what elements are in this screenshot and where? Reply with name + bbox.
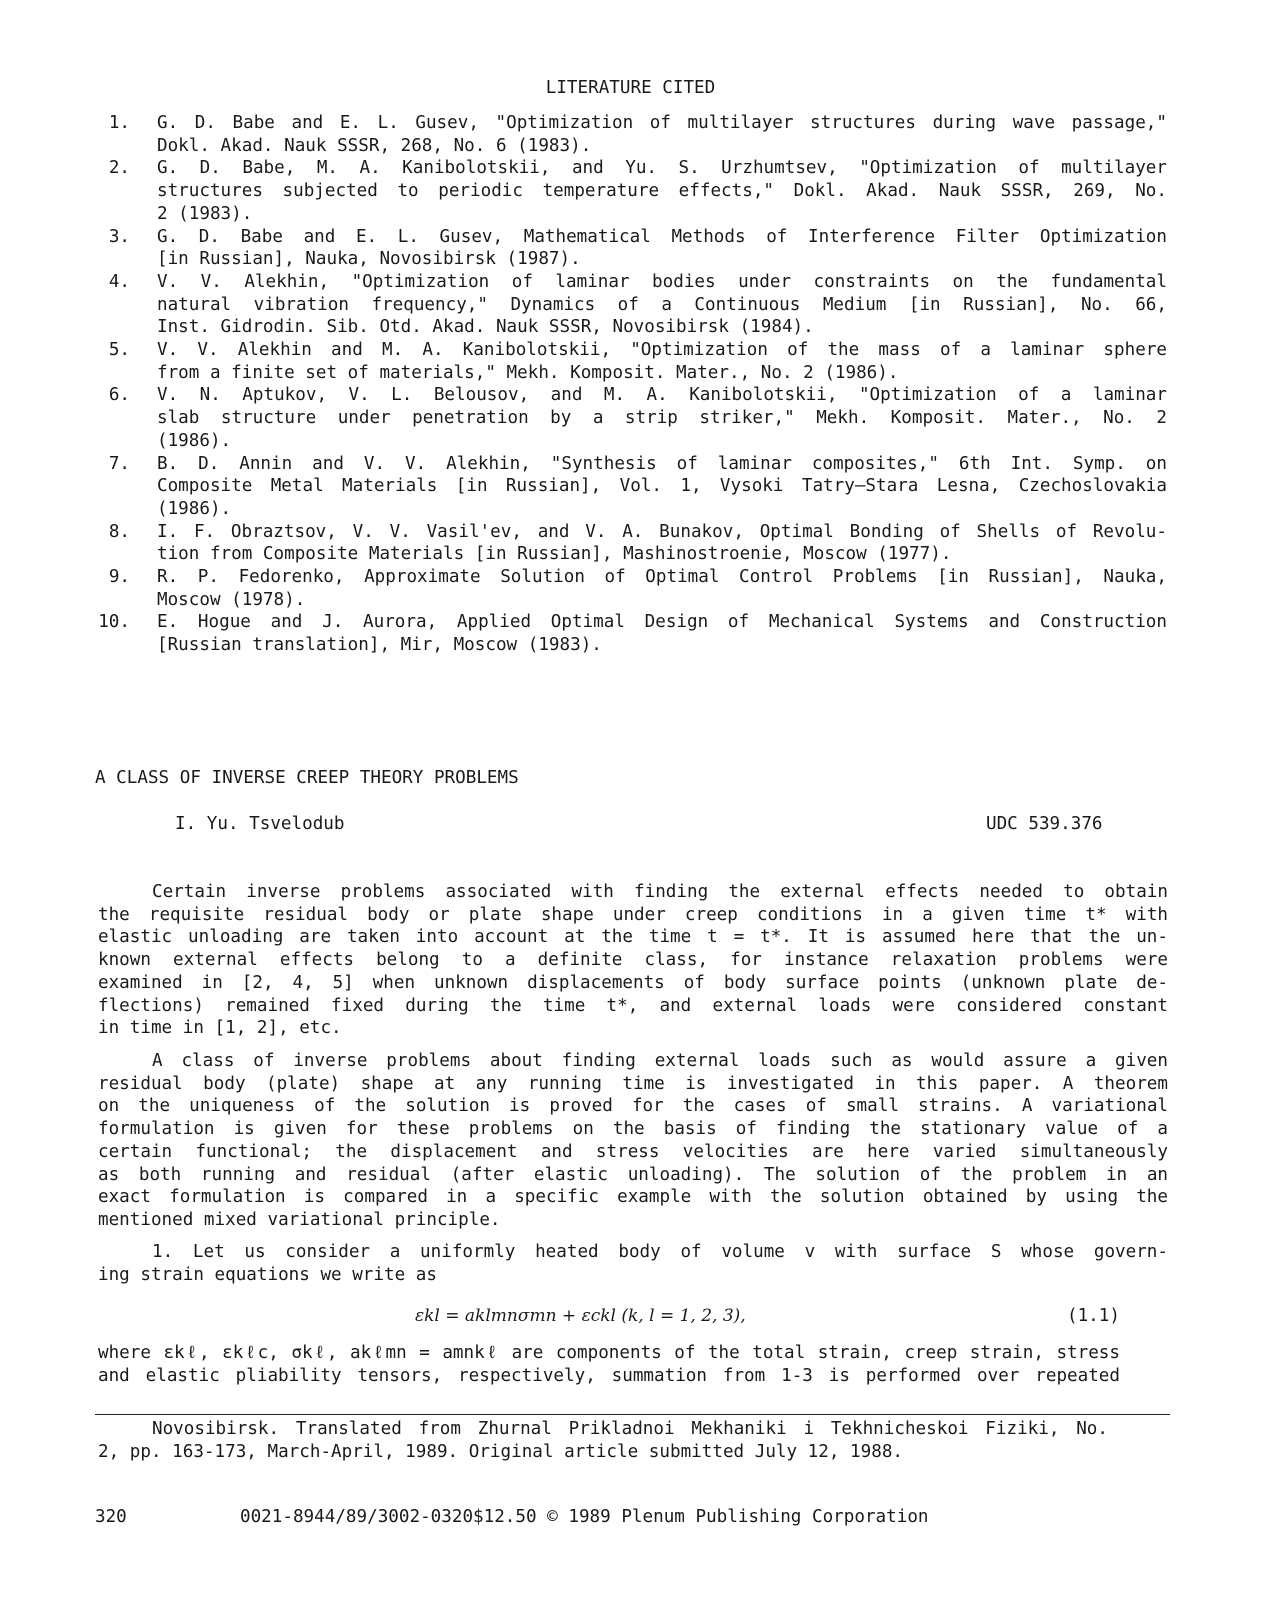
reference-number: 6. xyxy=(108,385,130,406)
paragraph-line: ing strain equations we write as xyxy=(98,1264,437,1285)
reference-item xyxy=(157,453,1167,521)
paragraph-line: flections) remained fixed during the time t*, and external loads were considered constant xyxy=(98,995,1168,1016)
reference-line: R. P. Fedorenko, Approximate Solution of Optimal Control Problems [in Russian], Nauka, xyxy=(157,567,1167,587)
paragraph-2 xyxy=(98,1050,1168,1232)
reference-line: V. V. Alekhin, "Optimization of laminar bodies under constraints on the fundamental xyxy=(157,271,1167,292)
reference-number: 9. xyxy=(108,567,130,587)
reference-line: from a finite set of materials," Mekh. Komposit. Mater., No. 2 (1986). xyxy=(157,362,899,383)
reference-number: 8. xyxy=(108,521,130,542)
reference-number: 5. xyxy=(108,340,130,360)
paragraph-line: on the uniqueness of the solution is proved for the cases of small strains. A variational xyxy=(98,1096,1168,1117)
paragraph-line: elastic unloading are taken into account at the time t = t*. It is assumed here that the un- xyxy=(98,927,1168,948)
reference-line: [Russian translation], Mir, Moscow (1983). xyxy=(157,635,602,656)
reference-line: (1986). xyxy=(157,498,232,519)
reference-item xyxy=(157,226,1167,271)
paragraph-line: residual body (plate) shape at any running time is investigated in this paper. A theorem xyxy=(98,1073,1168,1094)
reference-number: 3. xyxy=(108,226,130,247)
reference-item xyxy=(157,521,1167,566)
reference-item xyxy=(157,339,1167,384)
literature-cited-heading: LITERATURE CITED xyxy=(545,78,716,98)
reference-line: G. D. Babe and E. L. Gusev, Mathematical Methods of Interference Filter Optimization xyxy=(157,226,1167,247)
reference-line: G. D. Babe, M. A. Kanibolotskii, and Yu. S. Urzhumtsev, "Optimization of multilayer xyxy=(157,158,1167,179)
paragraph-line: Certain inverse problems associated with finding the external effects needed to obtain xyxy=(152,882,1168,902)
equation-number: (1.1) xyxy=(1067,1306,1120,1326)
footnote-line: Novosibirsk. Translated from Zhurnal Prikladnoi Mekhaniki i Tekhnicheskoi Fiziki, No. xyxy=(152,1419,1108,1439)
reference-line: (1986). xyxy=(157,430,232,451)
reference-item xyxy=(157,384,1167,452)
paragraph-line: as both running and residual (after elastic unloading). The solution of the problem in an xyxy=(98,1164,1168,1185)
paragraph-line: the requisite residual body or plate shape under creep conditions in a given time t* with xyxy=(98,904,1168,925)
reference-line: Moscow (1978). xyxy=(157,589,306,610)
paragraph-line: where εkℓ, εkℓc, σkℓ, akℓmn = amnkℓ are components of the total strain, creep strain, stress xyxy=(98,1343,1120,1363)
paragraph-line: 1. Let us consider a uniformly heated body of volume v with surface S whose govern- xyxy=(152,1242,1168,1262)
reference-line: G. D. Babe and E. L. Gusev, "Optimization of multilayer structures during wave passage," xyxy=(157,113,1167,133)
reference-item xyxy=(157,566,1167,611)
paragraph-line: certain functional; the displacement and stress velocities are here varied simultaneously xyxy=(98,1141,1168,1162)
paragraph-line: and elastic pliability tensors, respectively, summation from 1-3 is performed over repeated xyxy=(98,1365,1120,1386)
reference-item xyxy=(157,112,1167,157)
reference-line: V. N. Aptukov, V. L. Belousov, and M. A. Kanibolotskii, "Optimization of a laminar xyxy=(157,385,1167,406)
paragraph-3 xyxy=(98,1241,1168,1286)
footnote-line: 2, pp. 163-173, March-April, 1989. Original article submitted July 12, 1988. xyxy=(98,1441,904,1462)
equation-1-1: εkl = aklmnσmn + εckl (k, l = 1, 2, 3), xyxy=(415,1306,746,1326)
reference-line: V. V. Alekhin and M. A. Kanibolotskii, "Optimization of the mass of a laminar sphere xyxy=(157,340,1167,360)
reference-line: 2 (1983). xyxy=(157,203,253,224)
reference-number: 2. xyxy=(108,158,130,179)
reference-item xyxy=(157,271,1167,339)
footnote-divider xyxy=(95,1414,1170,1415)
udc-code: UDC 539.376 xyxy=(986,814,1103,834)
reference-line: I. F. Obraztsov, V. V. Vasil'ev, and V. A. Bunakov, Optimal Bonding of Shells of Revolu- xyxy=(157,521,1167,542)
footnote xyxy=(98,1418,1108,1463)
paragraph-1 xyxy=(98,881,1168,1040)
reference-line: Inst. Gidrodin. Sib. Otd. Akad. Nauk SSSR, Novosibirsk (1984). xyxy=(157,317,814,338)
reference-line: tion from Composite Materials [in Russian], Mashinostroenie, Moscow (1977). xyxy=(157,544,952,565)
reference-line: Dokl. Akad. Nauk SSSR, 268, No. 6 (1983). xyxy=(157,135,592,156)
reference-number: 7. xyxy=(108,453,130,474)
reference-line: slab structure under penetration by a strip striker," Mekh. Komposit. Mater., No. 2 xyxy=(157,408,1167,429)
copyright-line: 0021-8944/89/3002-0320$12.50 © 1989 Plenum Publishing Corporation xyxy=(240,1507,929,1527)
page-number: 320 xyxy=(95,1507,127,1527)
reference-line: B. D. Annin and V. V. Alekhin, "Synthesis of laminar composites," 6th Int. Symp. on xyxy=(157,453,1167,474)
article-author: I. Yu. Tsvelodub xyxy=(175,814,345,834)
reference-number: 1. xyxy=(108,113,130,133)
reference-item xyxy=(157,157,1167,225)
reference-line: E. Hogue and J. Aurora, Applied Optimal Design of Mechanical Systems and Construction xyxy=(157,612,1167,633)
paragraph-line: A class of inverse problems about finding external loads such as would assure a given xyxy=(152,1051,1168,1071)
reference-line: natural vibration frequency," Dynamics of a Continuous Medium [in Russian], No. 66, xyxy=(157,294,1167,315)
reference-number: 4. xyxy=(108,271,130,292)
paragraph-4 xyxy=(98,1342,1120,1387)
paragraph-line: mentioned mixed variational principle. xyxy=(98,1209,501,1230)
reference-item xyxy=(157,611,1167,656)
paragraph-line: in time in [1, 2], etc. xyxy=(98,1018,342,1039)
paragraph-line: formulation is given for these problems on the basis of finding the stationary value of a xyxy=(98,1119,1168,1140)
reference-number: 10. xyxy=(98,612,130,633)
paragraph-line: known external effects belong to a definite class, for instance relaxation problems were xyxy=(98,950,1168,971)
paragraph-line: exact formulation is compared in a specific example with the solution obtained by using the xyxy=(98,1187,1168,1208)
reference-line: [in Russian], Nauka, Novosibirsk (1987). xyxy=(157,249,581,270)
reference-line: structures subjected to periodic temperature effects," Dokl. Akad. Nauk SSSR, 269, No. xyxy=(157,181,1167,202)
article-title: A CLASS OF INVERSE CREEP THEORY PROBLEMS xyxy=(95,768,519,788)
paragraph-line: examined in [2, 4, 5] when unknown displacements of body surface points (unknown plate de- xyxy=(98,972,1168,993)
reference-line: Composite Metal Materials [in Russian], Vol. 1, Vysoki Tatry—Stara Lesna, Czechoslovakia xyxy=(157,476,1167,497)
